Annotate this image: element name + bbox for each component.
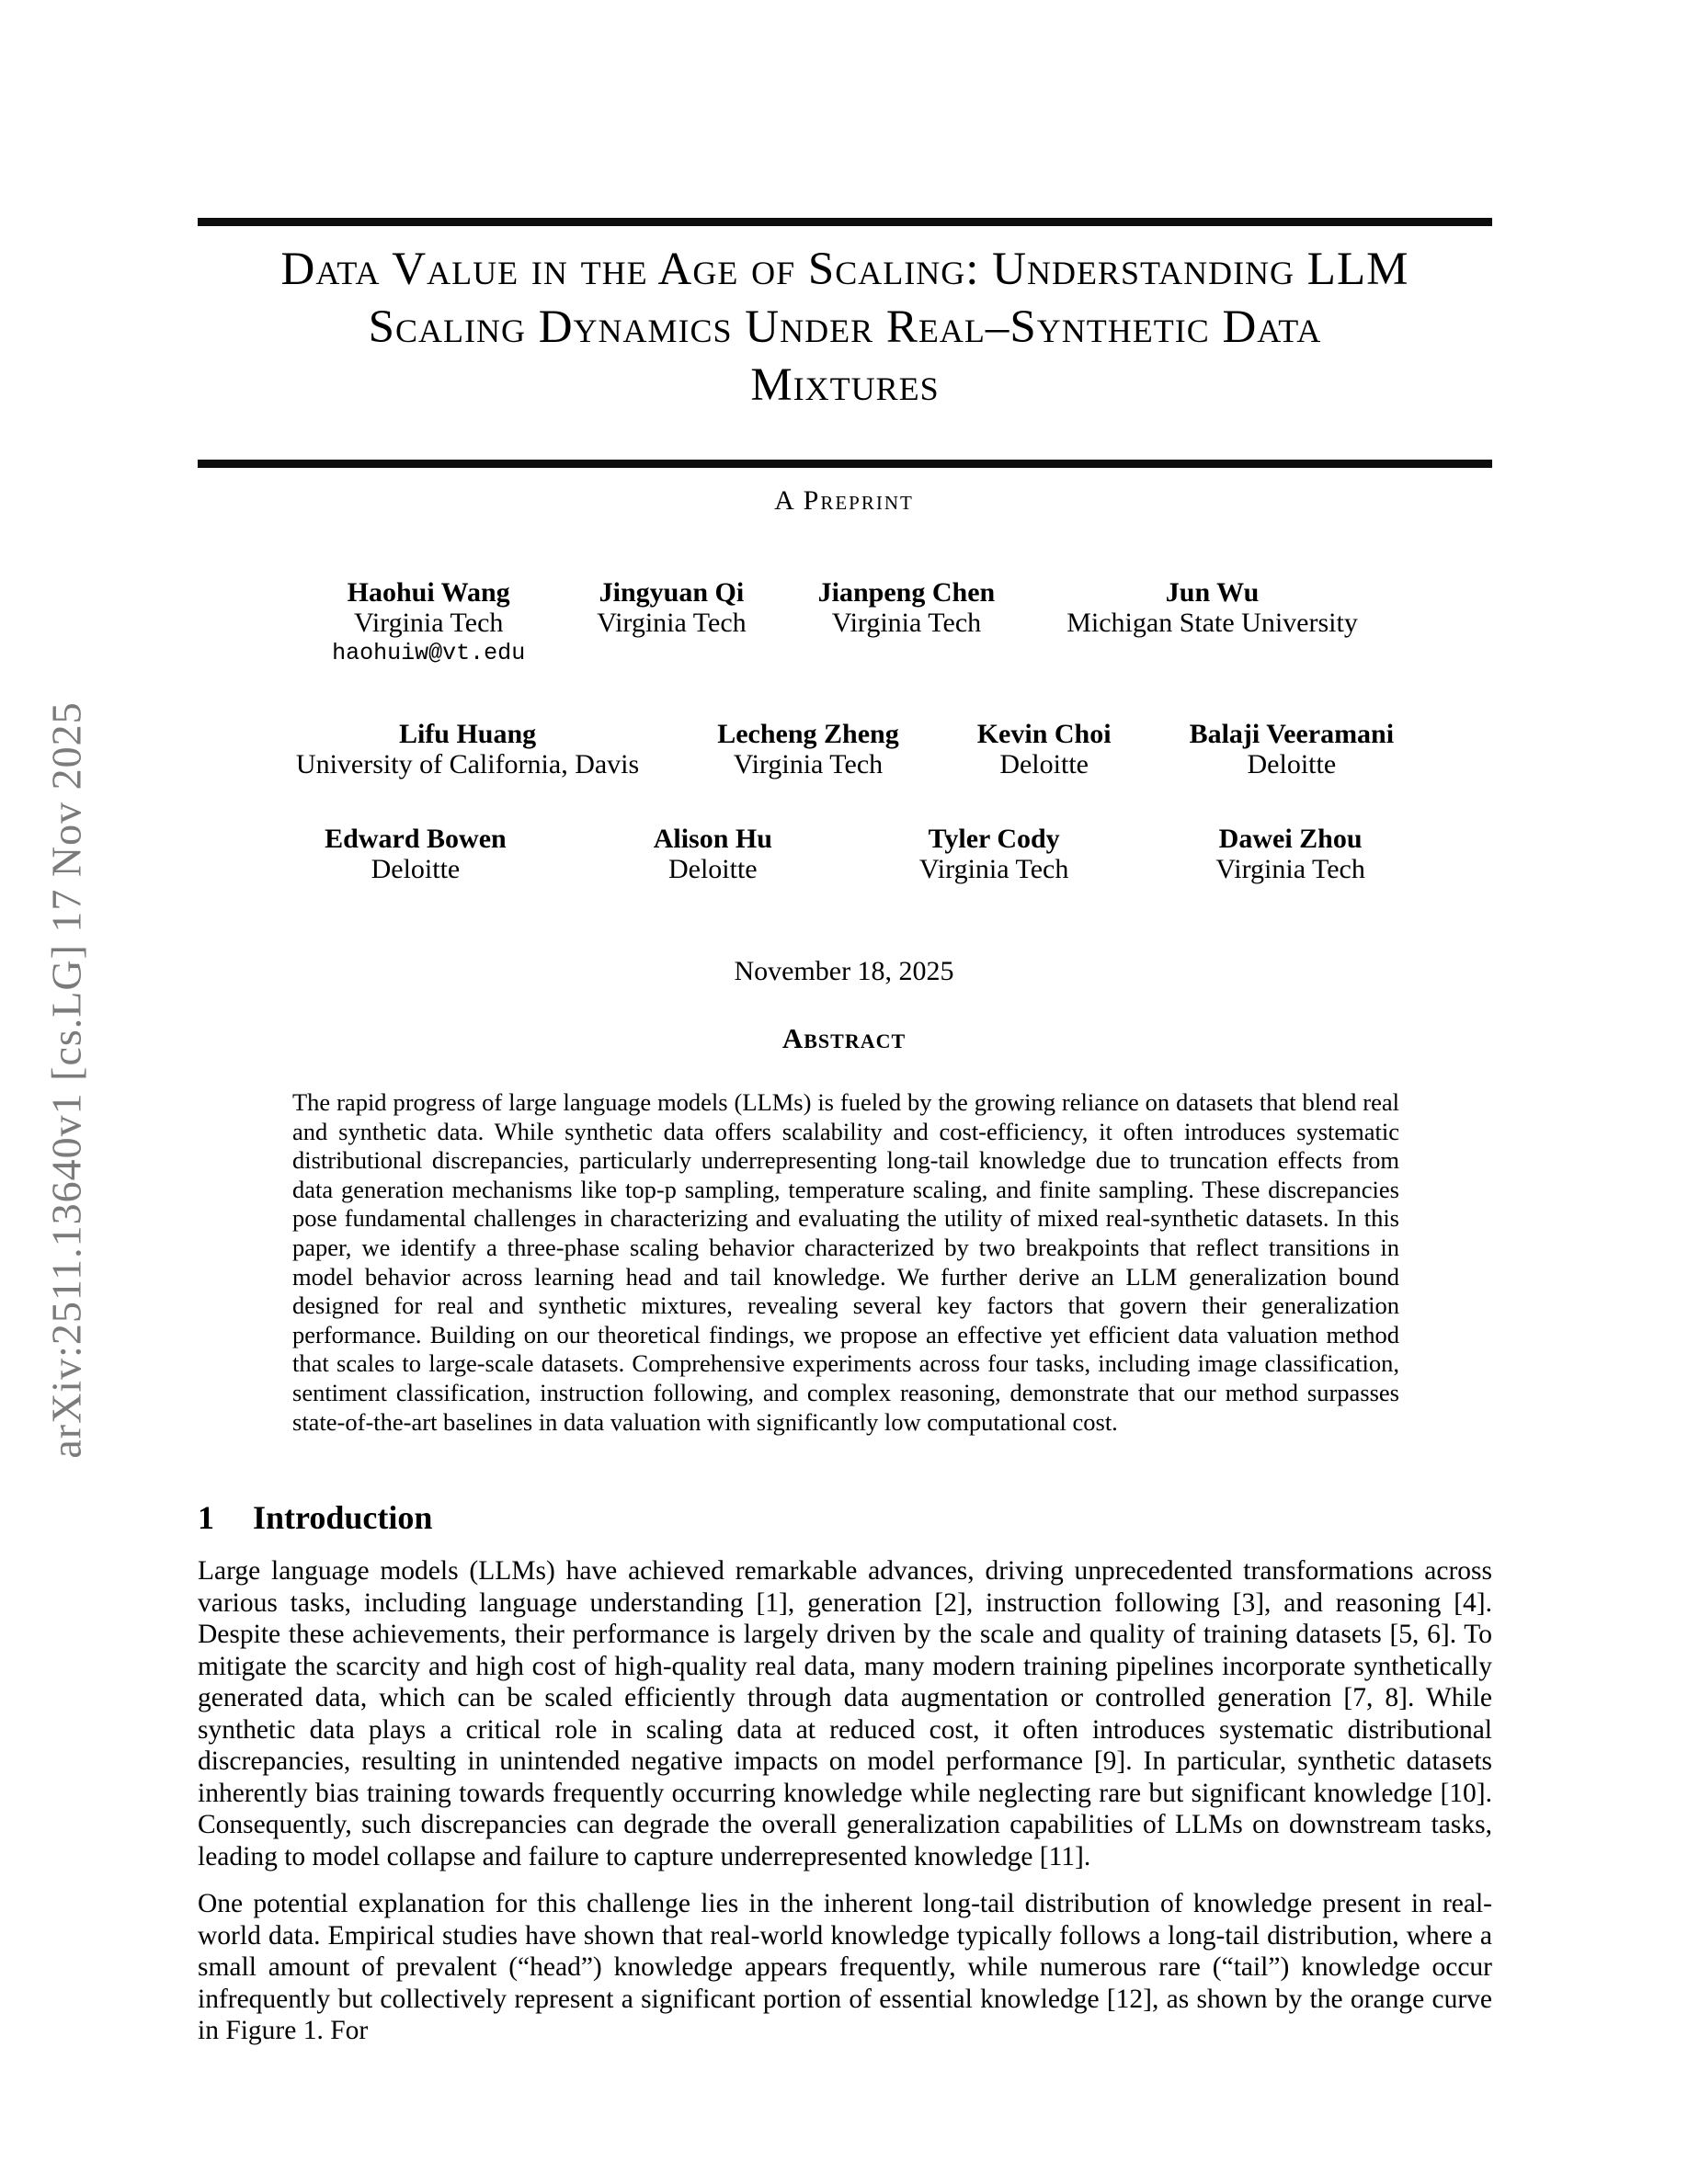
author-block-lecheng-zheng [717, 719, 899, 779]
author-affiliation: Virginia Tech [733, 749, 884, 779]
preprint-label: A Preprint [774, 485, 914, 516]
author-email: haohuiw@vt.edu [332, 640, 526, 666]
author-block-edward-bowen [325, 824, 507, 884]
author-affiliation: Virginia Tech [918, 854, 1069, 884]
author-name: Jun Wu [1165, 577, 1260, 608]
author-affiliation: Virginia Tech [353, 608, 504, 638]
author-name: Alison Hu [653, 824, 772, 854]
author-row-3 [198, 824, 1492, 884]
author-name: Dawei Zhou [1218, 824, 1363, 854]
author-affiliation: University of California, Davis [295, 749, 640, 779]
section-title: Introduction [253, 1499, 433, 1536]
section-heading-introduction [198, 1498, 432, 1537]
title-line-1: Data Value in the Age of Scaling: Understanding LLM [280, 244, 1409, 295]
introduction-paragraph-1: Large language models (LLMs) have achieved remarkable advances, driving unprecedented transformations across various tasks, including language understanding [1], generation [2], instruction following [3], and reasoning [4]. Despite these achievements, their performance is largely driven by the scale and quality of training datasets [5, 6]. To mitigate the scarcity and high cost of high-quality real data, many modern training pipelines incorporate synthetically generated data, which can be scaled efficiently through data augmentation or controlled generation [7, 8]. While synthetic data plays a critical role in scaling data at reduced cost, it often introduces systematic distributional discrepancies, resulting in unintended negative impacts on model performance [9]. In particular, synthetic datasets inherently bias training towards frequently occurring knowledge while neglecting rare but significant knowledge [10]. Consequently, such discrepancies can degrade the overall generalization capabilities of LLMs on downstream tasks, leading to model collapse and failure to capture underrepresented knowledge [11]. [198, 1556, 1492, 1871]
author-name: Haohui Wang [347, 577, 510, 608]
author-block-kevin-choi [977, 719, 1112, 779]
author-affiliation: Virginia Tech [1215, 854, 1365, 884]
author-block-dawei-zhou [1215, 824, 1364, 884]
title-line-2: Scaling Dynamics Under Real–Synthetic Data [368, 301, 1322, 353]
author-name: Lifu Huang [398, 719, 537, 749]
author-block-haohui-wang [332, 577, 525, 669]
author-affiliation: Michigan State University [1066, 608, 1358, 638]
abstract-heading: Abstract [781, 1022, 907, 1054]
author-row-1 [198, 577, 1492, 669]
author-name: Kevin Choi [976, 719, 1112, 749]
author-block-alison-hu [654, 824, 772, 884]
author-affiliation: Deloitte [371, 854, 461, 884]
author-name: Jingyuan Qi [599, 577, 745, 608]
title-rule-bottom [198, 460, 1492, 468]
author-name: Balaji Veeramani [1189, 719, 1395, 749]
author-block-balaji-veeramani [1190, 719, 1395, 779]
author-affiliation: Deloitte [667, 854, 758, 884]
section-number: 1 [198, 1499, 214, 1536]
author-block-lifu-huang [296, 719, 639, 779]
author-affiliation: Deloitte [1247, 749, 1337, 779]
arxiv-watermark: arXiv:2511.13640v1 [cs.LG] 17 Nov 2025 [42, 701, 90, 1459]
publication-date: November 18, 2025 [734, 956, 954, 986]
title-rule-top [198, 218, 1492, 226]
author-block-jingyuan-qi [597, 577, 746, 638]
author-block-tyler-cody [919, 824, 1068, 884]
author-affiliation: Deloitte [999, 749, 1089, 779]
paper-title [198, 241, 1492, 415]
author-block-jianpeng-chen [818, 577, 996, 638]
author-name: Lecheng Zheng [717, 719, 899, 749]
author-affiliation: Virginia Tech [831, 608, 982, 638]
author-name: Jianpeng Chen [817, 577, 996, 608]
author-block-jun-wu [1066, 577, 1358, 638]
author-name: Edward Bowen [325, 824, 507, 854]
author-name: Tyler Cody [928, 824, 1060, 854]
abstract-text: The rapid progress of large language models (LLMs) is fueled by the growing reliance on datasets that blend real and synthetic data. While synthetic data offers scalability and cost-efficiency, it often introduces systematic distributional discrepancies, particularly underrepresenting long-tail knowledge due to truncation effects from data generation mechanisms like top-p sampling, temperature scaling, and finite sampling. These discrepancies pose fundamental challenges in characterizing and evaluating the utility of mixed real-synthetic datasets. In this paper, we identify a three-phase scaling behavior characterized by two breakpoints that reflect transitions in model behavior across learning head and tail knowledge. We further derive an LLM generalization bound designed for real and synthetic mixtures, revealing several key factors that govern their generalization performance. Building on our theoretical findings, we propose an effective yet efficient data valuation method that scales to large-scale datasets. Comprehensive experiments across four tasks, including image classification, sentiment classification, instruction following, and complex reasoning, demonstrate that our method surpasses state-of-the-art baselines in data valuation with significantly low computational cost. [292, 1088, 1399, 1436]
introduction-paragraph-2: One potential explanation for this challenge lies in the inherent long-tail distribution of knowledge present in real-world data. Empirical studies have shown that real-world knowledge typically follows a long-tail distribution, where a small amount of prevalent (“head”) knowledge appears frequently, while numerous rare (“tail”) knowledge occur infrequently but collectively represent a significant portion of essential knowledge [12], as shown by the orange curve in Figure 1. For [198, 1889, 1492, 2045]
introduction-body [198, 1555, 1492, 2063]
author-affiliation: Virginia Tech [597, 608, 747, 638]
title-line-3: Mixtures [750, 359, 940, 411]
author-row-2 [198, 719, 1492, 779]
